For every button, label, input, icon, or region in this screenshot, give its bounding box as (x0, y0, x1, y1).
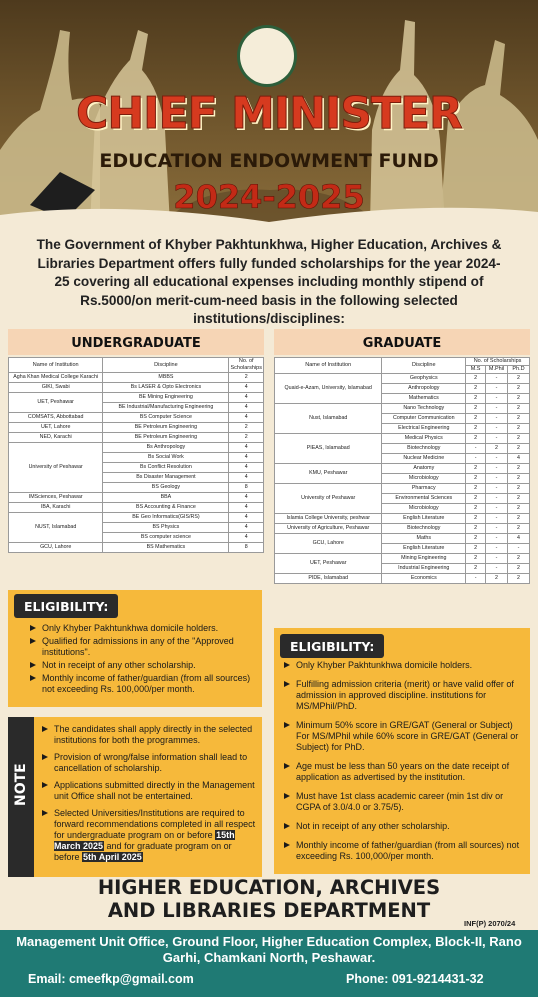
g-cell-disc: Microbiology (382, 504, 466, 514)
g-cell-mphil: - (486, 434, 508, 444)
ug-cell-discipline: Bs Social Work (103, 453, 229, 463)
ug-cell-count: 4 (229, 473, 264, 483)
g-col-scholarships: No. of Scholarships (466, 358, 530, 366)
ug-cell-institution: UET, Lahore (9, 423, 103, 433)
g-cell-mphil: - (486, 554, 508, 564)
ug-cell-count: 4 (229, 503, 264, 513)
government-emblem-icon (237, 25, 297, 87)
g-cell-disc: Mathematics (382, 394, 466, 404)
table-row (9, 503, 264, 513)
ug-cell-institution: IBA, Karachi (9, 503, 103, 513)
table-row (275, 574, 530, 584)
ug-cell-institution: Agha Khan Medical College Karachi (9, 373, 103, 383)
g-cell-disc: Medical Physics (382, 434, 466, 444)
table-row (9, 413, 264, 423)
g-cell-mphil: - (486, 544, 508, 554)
ug-col-institution: Name of Institution (9, 358, 103, 373)
undergraduate-table (8, 357, 264, 553)
page-subtitle: EDUCATION ENDOWMENT FUND (99, 150, 439, 172)
g-cell-institution: Nust, Islamabad (275, 404, 382, 434)
footer-address: Management Unit Office, Ground Floor, Higher Education Complex, Block-II, Rano Garhi, Chamkani North, Peshawar. (16, 934, 522, 965)
department-line-2: AND LIBRARIES DEPARTMENT (107, 899, 431, 922)
table-row (275, 434, 530, 444)
g-cell-ms: 2 (466, 464, 486, 474)
g-cell-phd: 2 (508, 484, 530, 494)
g-cell-phd: 2 (508, 394, 530, 404)
g-cell-mphil: 2 (486, 444, 508, 454)
ug-cell-count: 8 (229, 483, 264, 493)
list-item: Not in receipt of any other scholarship. (28, 660, 254, 671)
g-col-institution: Name of Institution (275, 358, 382, 374)
note-strip (8, 717, 34, 877)
g-cell-mphil: - (486, 404, 508, 414)
table-row (9, 513, 264, 523)
g-cell-ms: 2 (466, 434, 486, 444)
ug-cell-institution: NUST, Islamabad (9, 513, 103, 543)
table-row (275, 374, 530, 384)
g-cell-mphil: - (486, 474, 508, 484)
list-item: Only Khyber Pakhtunkhwa domicile holders. (28, 623, 254, 634)
g-deadline-date: 5th April 2025 (83, 852, 142, 862)
ug-cell-count: 8 (229, 543, 264, 553)
department-name (0, 876, 538, 922)
g-cell-disc: Anthropology (382, 384, 466, 394)
ug-cell-discipline: Bs LASER & Opto Electronics (103, 383, 229, 393)
g-cell-mphil: - (486, 394, 508, 404)
graduate-title: GRADUATE (274, 329, 530, 355)
g-cell-ms: 2 (466, 424, 486, 434)
ug-cell-count: 4 (229, 443, 264, 453)
g-cell-institution: University of Peshawar (275, 484, 382, 514)
ug-cell-discipline: BE Petroleum Engineering (103, 433, 229, 443)
g-cell-institution: University of Agriculture, Peshawar (275, 524, 382, 534)
g-cell-ms: 2 (466, 384, 486, 394)
g-cell-phd: 2 (508, 384, 530, 394)
note-deadline-text-2: and for graduate program on or before (54, 841, 232, 862)
ug-eligibility-list (28, 623, 254, 697)
g-col-discipline: Discipline (382, 358, 466, 374)
g-cell-disc: Electrical Engineering (382, 424, 466, 434)
g-cell-phd: 4 (508, 534, 530, 544)
ug-cell-count: 2 (229, 373, 264, 383)
g-cell-ms: 2 (466, 404, 486, 414)
ug-cell-institution: NED, Karachi (9, 433, 103, 443)
g-cell-mphil: - (486, 534, 508, 544)
g-cell-ms: - (466, 454, 486, 464)
ug-cell-discipline: BE Geo Informatics(GIS/RS) (103, 513, 229, 523)
g-cell-mphil: - (486, 414, 508, 424)
g-cell-phd: 2 (508, 474, 530, 484)
g-cell-ms: 2 (466, 414, 486, 424)
g-cell-phd: 2 (508, 434, 530, 444)
ug-deadline-date: 15th March 2025 (54, 830, 235, 851)
ug-cell-count: 4 (229, 533, 264, 543)
reference-number: INF(P) 2070/24 (464, 919, 516, 928)
list-item (40, 808, 258, 863)
ug-cell-count: 4 (229, 403, 264, 413)
graduate-table (274, 357, 530, 584)
ug-cell-discipline: Bs Conflict Resolution (103, 463, 229, 473)
g-cell-ms: 2 (466, 474, 486, 484)
g-cell-mphil: - (486, 494, 508, 504)
list-item: Applications submitted directly in the Management unit Office shall not be entertained. (40, 780, 258, 802)
g-col-ms: M.S (466, 366, 486, 374)
g-cell-phd: 2 (508, 464, 530, 474)
ug-col-scholarships: No. of Scholarships (230, 358, 262, 371)
list-item: Age must be less than 50 years on the date receipt of application as advertised by the institution. (282, 761, 526, 783)
note-deadline-text: Selected Universities/Institutions are required to forward recommendations completed in all respect for undergraduate program on or before (54, 808, 256, 840)
g-cell-ms: 2 (466, 494, 486, 504)
ug-cell-count: 4 (229, 383, 264, 393)
g-cell-institution: Quaid-e-Azam, University, Islamabad (275, 374, 382, 404)
table-row (9, 493, 264, 503)
g-cell-mphil: 2 (486, 574, 508, 584)
g-cell-ms: 2 (466, 484, 486, 494)
g-cell-phd: 2 (508, 564, 530, 574)
g-cell-phd: 2 (508, 514, 530, 524)
intro-text: The Government of Khyber Pakhtunkhwa, Higher Education, Archives & Libraries Department offers fully funded scholarships for the year 2024-25 covering all educational expenses including monthly stipend of Rs.5000/on merit-cum-need basis in the following selected institutions/disciplines: (36, 237, 502, 326)
g-cell-disc: Nuclear Medicine (382, 454, 466, 464)
note-list (40, 724, 258, 865)
g-cell-ms: - (466, 574, 486, 584)
g-cell-ms: 2 (466, 504, 486, 514)
ug-cell-discipline: BE Mining Engineering (103, 393, 229, 403)
ug-cell-count: 4 (229, 493, 264, 503)
g-cell-phd: 2 (508, 414, 530, 424)
g-cell-mphil: - (486, 384, 508, 394)
ug-cell-count: 4 (229, 523, 264, 533)
g-cell-ms: - (466, 444, 486, 454)
g-cell-ms: 2 (466, 374, 486, 384)
g-cell-phd: 2 (508, 504, 530, 514)
g-cell-disc: Pharmacy (382, 484, 466, 494)
g-cell-mphil: - (486, 504, 508, 514)
table-row (9, 443, 264, 453)
list-item: Only Khyber Pakhtunkhwa domicile holders. (282, 660, 526, 671)
ug-cell-discipline: BBA (103, 493, 229, 503)
ug-cell-count: 2 (229, 423, 264, 433)
ug-cell-count: 4 (229, 453, 264, 463)
g-cell-phd: 2 (508, 374, 530, 384)
ug-cell-discipline: BS Physics (103, 523, 229, 533)
g-cell-mphil: - (486, 484, 508, 494)
g-eligibility-label: ELIGIBILITY: (280, 634, 384, 658)
g-eligibility-list (282, 660, 526, 870)
g-cell-institution: PIEAS, Islamabad (275, 434, 382, 464)
ug-cell-discipline: Bs Anthropology (103, 443, 229, 453)
ug-cell-institution: IMSciences, Peshawar (9, 493, 103, 503)
list-item: Qualified for admissions in any of the "Approved institutions". (28, 636, 254, 658)
ug-cell-count: 4 (229, 513, 264, 523)
ug-cell-discipline: BS Mathematics (103, 543, 229, 553)
g-cell-disc: Biotechnology (382, 524, 466, 534)
g-cell-disc: Geophysics (382, 374, 466, 384)
list-item: Minimum 50% score in GRE/GAT (General or Subject) For MS/MPhil while 60% score in GRE/GAT (General or Subject) for PhD. (282, 720, 526, 753)
ug-cell-count: 4 (229, 393, 264, 403)
g-cell-phd: 2 (508, 444, 530, 454)
ug-cell-count: 4 (229, 413, 264, 423)
g-cell-ms: 2 (466, 524, 486, 534)
table-row (9, 423, 264, 433)
ug-cell-institution: GCU, Lahore (9, 543, 103, 553)
ug-cell-discipline: BS Geology (103, 483, 229, 493)
g-cell-disc: Computer Communication (382, 414, 466, 424)
ug-cell-institution: COMSATS, Abbottabad (9, 413, 103, 423)
g-cell-disc: Mining Engineering (382, 554, 466, 564)
g-cell-mphil: - (486, 374, 508, 384)
table-row (275, 534, 530, 544)
g-cell-phd: 2 (508, 574, 530, 584)
g-cell-institution: GCU, Lahore (275, 534, 382, 554)
g-cell-mphil: - (486, 524, 508, 534)
g-cell-institution: KMU, Peshawar (275, 464, 382, 484)
list-item: Provision of wrong/false information shall lead to cancellation of scholarship. (40, 752, 258, 774)
department-line-1: HIGHER EDUCATION, ARCHIVES (97, 876, 441, 899)
g-cell-ms: 2 (466, 564, 486, 574)
g-cell-disc: Nano Technology (382, 404, 466, 414)
g-cell-institution: UET, Peshawar (275, 554, 382, 574)
table-row (275, 554, 530, 564)
g-cell-ms: 2 (466, 544, 486, 554)
g-cell-disc: Economics (382, 574, 466, 584)
g-cell-ms: 2 (466, 534, 486, 544)
header-banner (0, 0, 538, 225)
ug-eligibility-label: ELIGIBILITY: (14, 594, 118, 618)
page-year: 2024-2025 (173, 178, 365, 216)
g-cell-disc: Environmental Sciences (382, 494, 466, 504)
table-row (9, 383, 264, 393)
g-cell-phd: 2 (508, 424, 530, 434)
g-cell-disc: Industrial Engineering (382, 564, 466, 574)
g-cell-phd: 2 (508, 404, 530, 414)
g-col-phd: Ph.D (508, 366, 530, 374)
note-label: NOTE (13, 763, 29, 806)
ug-cell-discipline: Bs Disaster Management (103, 473, 229, 483)
g-cell-disc: English Literature (382, 514, 466, 524)
list-item: The candidates shall apply directly in the selected institutions for both the programmes. (40, 724, 258, 746)
list-item: Fulfilling admission criteria (merit) or have valid offer of admission in approved discipline. institutions for MS/MPhil/PhD. (282, 679, 526, 712)
g-cell-mphil: - (486, 514, 508, 524)
g-cell-disc: Anatomy (382, 464, 466, 474)
ug-cell-count: 2 (229, 433, 264, 443)
g-cell-ms: 2 (466, 554, 486, 564)
list-item: Must have 1st class academic career (min 1st div or CGPA of 3.0/4.0 or 3.75/5). (282, 791, 526, 813)
g-cell-phd: 2 (508, 524, 530, 534)
ug-col-discipline: Discipline (103, 358, 229, 373)
ug-cell-institution: GIKI, Swabi (9, 383, 103, 393)
table-row (9, 393, 264, 403)
table-row (9, 543, 264, 553)
ug-cell-discipline: BS Computer Science (103, 413, 229, 423)
footer-phone: Phone: 091-9214431-32 (346, 972, 484, 986)
g-cell-mphil: - (486, 464, 508, 474)
page-title: CHIEF MINISTER (76, 88, 462, 139)
ug-cell-discipline: MBBS (103, 373, 229, 383)
table-row (275, 514, 530, 524)
table-row (275, 404, 530, 414)
g-cell-disc: Biotechnology (382, 444, 466, 454)
undergraduate-title: UNDERGRADUATE (8, 329, 264, 355)
g-cell-phd: 2 (508, 494, 530, 504)
g-cell-institution: Islamia College University, peshwar (275, 514, 382, 524)
ug-cell-discipline: BS computer science (103, 533, 229, 543)
table-row (9, 373, 264, 383)
footer-email: Email: cmeefkp@gmail.com (28, 972, 194, 986)
ug-cell-discipline: BS Accounting & Finance (103, 503, 229, 513)
g-cell-disc: Microbiology (382, 474, 466, 484)
g-cell-disc: Maths (382, 534, 466, 544)
ug-cell-discipline: BE Petroleum Engineering (103, 423, 229, 433)
g-cell-disc: English Literature (382, 544, 466, 554)
ug-cell-count: 4 (229, 463, 264, 473)
ug-cell-institution: University of Peshawar (9, 443, 103, 493)
g-cell-mphil: - (486, 454, 508, 464)
list-item: Monthly income of father/guardian (from all sources) not exceeding Rs. 100,000/per month. (28, 673, 254, 695)
g-cell-institution: PIDE, Islamabad (275, 574, 382, 584)
g-col-mphil: M.Phil (486, 366, 508, 374)
g-cell-ms: 2 (466, 514, 486, 524)
g-cell-ms: 2 (466, 394, 486, 404)
g-cell-phd: 2 (508, 554, 530, 564)
list-item: Monthly income of father/guardian (from all sources) not exceeding Rs. 100,000/per month. (282, 840, 526, 862)
table-row (275, 524, 530, 534)
g-cell-phd: 4 (508, 454, 530, 464)
table-row (275, 464, 530, 474)
table-row (275, 484, 530, 494)
table-row (9, 433, 264, 443)
list-item: Not in receipt of any other scholarship. (282, 821, 526, 832)
ug-cell-discipline: BE Industrial/Manufacturing Engineering (103, 403, 229, 413)
g-cell-mphil: - (486, 564, 508, 574)
g-cell-phd: - (508, 544, 530, 554)
ug-cell-institution: UET, Peshawar (9, 393, 103, 413)
g-cell-mphil: - (486, 424, 508, 434)
